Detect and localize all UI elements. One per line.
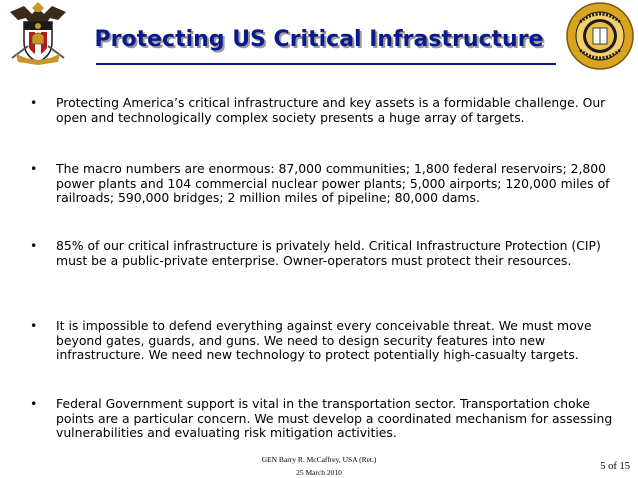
bullet-item [30, 397, 620, 441]
footer-date: 25 March 2010 [296, 468, 342, 477]
page-number: 5 of 15 [600, 461, 630, 472]
bullet-text: Federal Government support is vital in the transportation sector. Transportation choke points are a particular concern. We must develop a coordinated mechanism for assessing vulnerabilities and evaluating risk mitigation activities. [56, 396, 613, 441]
bullet-text: 85% of our critical infrastructure is privately held. Critical Infrastructure Protection (CIP) must be a public-private enterprise. Owner-operators must protect their resources. [56, 238, 601, 268]
bullet-item [30, 96, 620, 125]
bullet-dot: • [30, 318, 38, 333]
bullet-item [30, 239, 620, 268]
bullet-text: Protecting America’s critical infrastructure and key assets is a formidable challenge. Our open and technologically complex society presents a huge array of targets. [56, 95, 606, 125]
title-underline [96, 63, 556, 65]
bullet-text: It is impossible to defend everything against every conceivable threat. We must move beyond gates, guards, and guns. We need to design security features into new infrastructure. We need new technology to protect potentially high-casualty targets. [56, 318, 592, 363]
footer-author: GEN Barry R. McCaffrey, USA (Ret.) [261, 455, 377, 464]
bullet-text: The macro numbers are enormous: 87,000 communities; 1,800 federal reservoirs; 2,800 power plants and 104 commercial nuclear power plants; 5,000 airports; 120,000 miles of railroads; 590,000 bridges; 2 million miles of pipeline; 80,000 dams. [56, 161, 610, 206]
bullet-item [30, 319, 620, 363]
bullet-dot: • [30, 95, 38, 110]
bullet-dot: • [30, 396, 38, 411]
bullet-dot: • [30, 161, 38, 176]
bullet-dot: • [30, 238, 38, 253]
bullet-item [30, 162, 620, 206]
slide-title: Protecting US Critical Infrastructure [94, 27, 544, 52]
